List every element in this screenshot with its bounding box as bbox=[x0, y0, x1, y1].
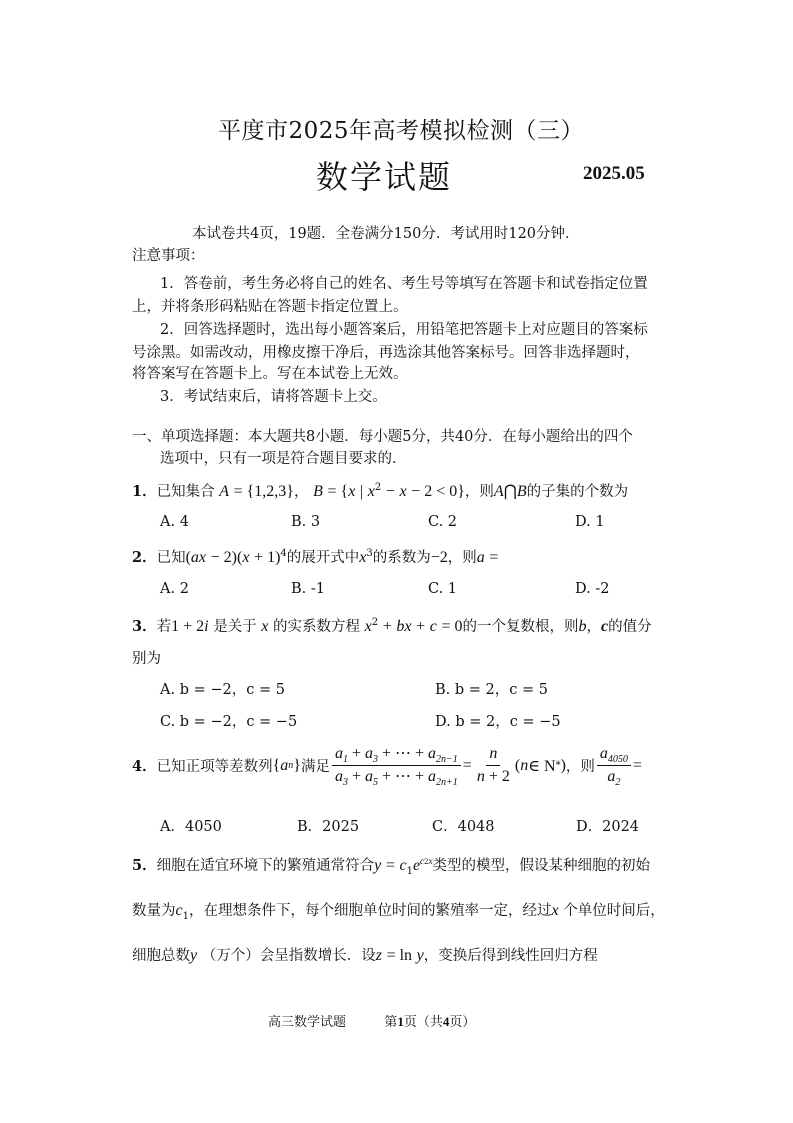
question-number: 1． bbox=[132, 483, 157, 500]
q2-option-c[interactable]: C. 1 bbox=[428, 581, 458, 597]
q3-option-b[interactable]: B. b = 2，c = 5 bbox=[435, 682, 548, 698]
question-3-cont: 别为 bbox=[132, 651, 161, 667]
math-expr: | bbox=[359, 483, 364, 500]
math-expr: + bbox=[382, 618, 392, 635]
q-text: 的展开式中 bbox=[286, 550, 360, 566]
math-expr: c bbox=[175, 902, 183, 919]
q3-option-c[interactable]: C. b = −2，c = −5 bbox=[160, 714, 298, 730]
q-text: ，变换后得到线性回归方程 bbox=[423, 948, 598, 964]
q-text: 是关于 bbox=[213, 619, 257, 635]
math-expr: ⋂ bbox=[503, 483, 517, 500]
math-expr: ax bbox=[190, 549, 207, 566]
math-expr: B bbox=[313, 483, 323, 500]
math-expr: x bbox=[367, 483, 375, 500]
math-expr: y bbox=[190, 947, 198, 964]
question-1: 1．已知集合 A = {1,2,3}， B = {x | $x^2 - x - 2 < 0$}，则A⋂B的子集的个数为 bbox=[132, 482, 629, 500]
math-expr: x bbox=[551, 902, 559, 919]
math-expr: ( bbox=[185, 549, 191, 566]
math-expr: = { bbox=[327, 483, 349, 500]
q-text: 已知集合 bbox=[156, 484, 215, 500]
q-text: ，则 bbox=[565, 759, 595, 775]
math-expr: A bbox=[219, 483, 229, 500]
subject-title: 数学试题 bbox=[316, 158, 453, 196]
math-expr: 1 + 2 bbox=[171, 618, 205, 635]
q2-option-a[interactable]: A. 2 bbox=[160, 581, 189, 597]
fraction: $\frac{a_{4050}}{a_2}$ bbox=[597, 745, 631, 786]
section-heading: 一、单项选择题：本大题共8小题．每小题5分，共40分．在每小题给出的四个 bbox=[132, 429, 633, 445]
math-expr: = bbox=[632, 756, 642, 774]
notice-item-2-cont: 号涂黑。如需改动，用橡皮擦干净后，再选涂其他答案标号。回答非选择题时， bbox=[132, 345, 640, 361]
math-expr: y bbox=[374, 857, 382, 874]
math-expr: bx bbox=[396, 618, 412, 635]
math-expr: i bbox=[204, 618, 209, 635]
math-expr: ( bbox=[514, 756, 521, 774]
footer-subject: 高三数学试题 bbox=[268, 1015, 347, 1030]
q4-option-b[interactable]: B．2025 bbox=[297, 819, 360, 835]
q1-option-b[interactable]: B. 3 bbox=[291, 514, 321, 530]
question-number: 4． bbox=[132, 758, 157, 775]
math-expr: y bbox=[416, 947, 424, 964]
math-expr: = {1,2,3} bbox=[233, 483, 294, 500]
q1-option-a[interactable]: A. 4 bbox=[160, 514, 189, 530]
math-expr: b bbox=[578, 618, 587, 635]
q-text: ， bbox=[293, 484, 309, 500]
math-expr: −2 bbox=[430, 549, 448, 566]
q4-option-c[interactable]: C．4048 bbox=[432, 819, 495, 835]
q-text: 个单位时间后， bbox=[563, 903, 665, 919]
q-text: 若 bbox=[156, 619, 172, 635]
math-expr: = ln bbox=[386, 947, 413, 964]
math-expr: = 0 bbox=[441, 618, 463, 635]
math-expr: z bbox=[375, 947, 382, 964]
q3-option-a[interactable]: A. b = −2，c = 5 bbox=[160, 682, 285, 698]
math-expr: − 2 < 0} bbox=[411, 483, 465, 500]
math-expr: ) bbox=[560, 756, 566, 774]
q-text: 数量为 bbox=[132, 903, 176, 919]
math-expr: x bbox=[348, 483, 356, 500]
q3-option-d[interactable]: D. b = 2，c = −5 bbox=[435, 714, 561, 730]
q-text: 的值分 bbox=[608, 619, 652, 635]
question-number: 3． bbox=[132, 618, 157, 635]
fraction: $\frac{a_1 + a_3 + \cdots + a_{2n-1}}{a_3 + a_5 + \cdots + a_{2n+1}}$ bbox=[332, 745, 461, 786]
question-3: 3．若1 + 2i 是关于 x 的实系数方程 $x^2$ + bx + c = 0的一个复数根，则b，c的值分 bbox=[132, 617, 652, 635]
math-expr: ∈ N bbox=[528, 757, 556, 775]
math-expr: } bbox=[293, 756, 301, 774]
fraction: $\frac{n}{n + 2}$ bbox=[476, 745, 510, 785]
math-expr: A bbox=[493, 483, 504, 500]
q4-option-d[interactable]: D．2024 bbox=[576, 819, 640, 835]
q-text: 已知正项等差数列 bbox=[156, 759, 273, 775]
math-expr: x bbox=[364, 618, 372, 635]
q2-option-b[interactable]: B. -1 bbox=[291, 581, 325, 597]
question-5: 5．细胞在适宜环境下的繁殖通常符合$y = c_1e^{c2x}$类型的模型，假设某种细胞的初始 bbox=[132, 856, 651, 877]
q-text: 满足 bbox=[300, 759, 330, 775]
question-number: 5． bbox=[132, 857, 157, 874]
question-number: 2． bbox=[132, 549, 157, 566]
math-expr: x bbox=[242, 549, 250, 566]
q2-option-d[interactable]: D. -2 bbox=[575, 581, 610, 597]
q-text: 已知 bbox=[156, 550, 186, 566]
math-expr: c bbox=[429, 618, 437, 635]
math-expr: = bbox=[462, 756, 472, 774]
notice-item-3: 3．考试结束后，请将答题卡上交。 bbox=[160, 389, 387, 405]
intro-line: 本试卷共4页，19题．全卷满分150分．考试用时120分钟． bbox=[192, 226, 580, 242]
notice-heading: 注意事项： bbox=[132, 248, 205, 264]
section-heading-cont: 选项中，只有一项是符合题目要求的． bbox=[160, 451, 407, 467]
notice-item-1-cont: 上，并将条形码粘贴在答题卡指定位置上。 bbox=[132, 299, 408, 315]
q-text: 细胞总数 bbox=[132, 948, 190, 964]
q-text: ，在理想条件下，每个细胞单位时间的繁殖率一定，经过 bbox=[188, 903, 552, 919]
question-2: 2．已知$(ax - 2)(x + 1)^4$的展开式中$x^3$的系数为−2，则a = bbox=[132, 548, 499, 566]
math-expr: { bbox=[272, 756, 281, 774]
math-expr: + bbox=[416, 618, 426, 635]
math-expr: n bbox=[520, 756, 529, 774]
q1-option-d[interactable]: D. 1 bbox=[575, 514, 605, 530]
exam-title: 平度市2025年高考模拟检测（三） bbox=[218, 118, 585, 144]
math-expr: − bbox=[385, 483, 395, 500]
question-5-cont2 bbox=[132, 944, 598, 965]
q-text: 的系数为 bbox=[372, 550, 431, 566]
math-expr: = bbox=[385, 857, 395, 874]
question-4: 4． 已知正项等差数列 { a n } 满足 $\frac{a_1 + a_3 + \cdots + a_{2n-1}}{a_3 + a_5 + \cdots + a_{2n+1}}$ = $\frac{n}{n + 2}$ ( n ∈ N * ) ，则 $\frac{a_{4050}}{a_2}$ = bbox=[132, 745, 642, 789]
q-text: 的子集的个数为 bbox=[526, 484, 629, 500]
math-expr: e bbox=[412, 857, 421, 874]
math-expr: c bbox=[600, 618, 609, 635]
math-expr: B bbox=[516, 483, 527, 500]
exam-date: 2025.05 bbox=[583, 163, 645, 184]
math-expr: = bbox=[489, 549, 499, 566]
notice-item-1: 1．答卷前，考生务必将自己的姓名、考生号等填写在答题卡和试卷指定位置 bbox=[160, 276, 648, 292]
math-expr: a bbox=[280, 756, 289, 774]
q-text: 细胞在适宜环境下的繁殖通常符合 bbox=[156, 858, 375, 874]
footer-page: 第1页（共4页） bbox=[384, 1014, 476, 1030]
notice-item-2: 2．回答选择题时，选出每小题答案后，用铅笔把答题卡上对应题目的答案标 bbox=[160, 322, 648, 338]
math-expr: + 1) bbox=[254, 549, 281, 566]
q4-option-a[interactable]: A．4050 bbox=[160, 819, 222, 835]
q-text: 的一个复数根，则 bbox=[462, 619, 579, 635]
q-text: ，则 bbox=[447, 550, 477, 566]
page-footer bbox=[268, 1011, 475, 1030]
question-5-cont: 数量为$c_1$，在理想条件下，每个细胞单位时间的繁殖率一定，经过x 个单位时间后， bbox=[132, 902, 665, 922]
math-expr: a bbox=[476, 549, 485, 566]
q-text: 的实系数方程 bbox=[273, 619, 361, 635]
math-expr: c bbox=[399, 857, 407, 874]
q-text: ，则 bbox=[464, 484, 494, 500]
q1-option-c[interactable]: C. 2 bbox=[428, 514, 458, 530]
math-expr: − 2)( bbox=[210, 549, 243, 566]
notice-item-2-cont2: 将答案写在答题卡上。写在本试卷上无效。 bbox=[132, 366, 408, 382]
q-text: 类型的模型，假设某种细胞的初始 bbox=[432, 858, 651, 874]
q-text: （万个）会呈指数增长．设 bbox=[201, 948, 376, 964]
math-expr: x bbox=[261, 618, 269, 635]
math-expr: x bbox=[359, 549, 367, 566]
math-expr: x bbox=[399, 483, 407, 500]
